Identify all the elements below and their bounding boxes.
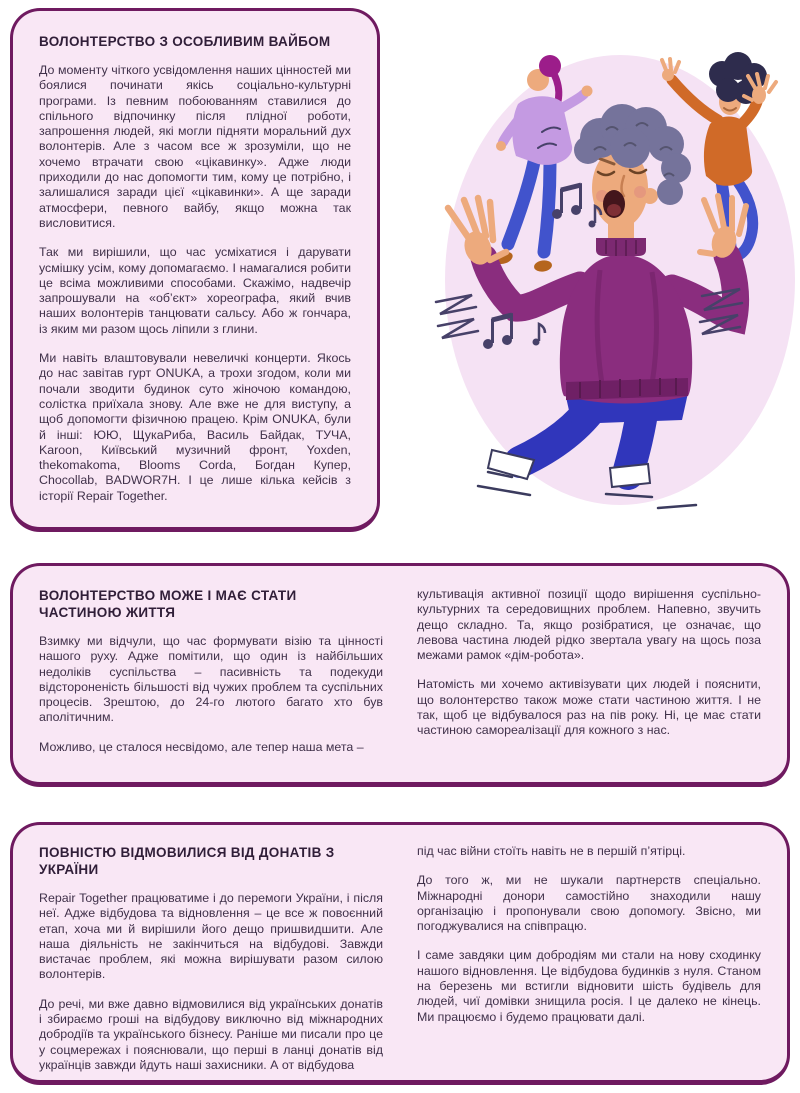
column-left	[39, 587, 383, 755]
section-title: ВОЛОНТЕРСТВО З ОСОБЛИВИМ ВАЙБОМ	[39, 34, 331, 49]
section-card-no-ukrainian-donations	[10, 822, 790, 1085]
paragraph: До речі, ми вже давно відмовилися від українських донатів і збираємо гроші на відбудову виключно від міжнародних добродіїв та українського бізнесу. Раніше ми писали про це у соцмережах і пояснювали, що перші в ланці донатів від українців завжди йдуть наші захисники. А от відбудова	[39, 996, 383, 1072]
paragraph: І саме завдяки цим добродіям ми стали на нову сходинку нашого відновлення. Це відбудова будинків з нуля. Станом на березень ми встигли відновити шість будівель для людей, чиї домівки знищила росія. І це далеко не кінець. Ми працюємо і будемо працювати далі.	[417, 948, 761, 1024]
section-card-special-vibe	[10, 8, 380, 532]
paragraph: Repair Together працюватиме і до перемоги України, і після неї. Адже відбудова та відновлення – це все ж повоєнний етап, хоча ми й вирішили його дещо пришвидшити. Але наша діяльність не закінчиться на відбудові. Завжди вистачає проблем, які можна вирішувати разом силою волонтерів.	[39, 891, 383, 982]
paragraph: Можливо, це сталося несвідомо, але тепер наша мета –	[39, 739, 364, 754]
paragraph: До того ж, ми не шукали партнерств спеціально. Міжнародні донори самостійно знаходили нашу організацію і пропонували свою допомогу. Звісно, ми погоджувалися на співпрацю.	[417, 873, 761, 934]
column-left	[39, 844, 383, 1073]
paragraph: культивація активної позиції щодо вирішення суспільно-культурних та середовищних проблем. Напевно, звучить дещо складно. Та, якщо розібратися, це означає, що левова частина людей рідко звертала увагу на щось поза межами рамок «дім-робота».	[417, 587, 761, 663]
section-title: ПОВНІСТЮ ВІДМОВИЛИСЯ ВІД ДОНАТІВ З УКРАЇНИ	[39, 845, 335, 877]
column-right	[417, 844, 761, 1025]
two-column-layout	[39, 587, 761, 755]
dancing-volunteers-svg	[400, 0, 800, 520]
paragraph: Натомість ми хочемо активізувати цих людей і пояснити, що волонтерство також може стати частиною життя. І не так, щоб це відбувалося раз на пів року. Ні, це має стати частиною самореалізації для кожного з нас.	[417, 677, 761, 738]
paragraph: Взимку ми відчули, що час формувати візію та цінності нашого руху. Адже помітили, що один із найбільших недоліків суспільства – пасивність та подекуди відстороненість більшості від чужих проблем та суспільних процесів. Зрештою, до 24-го лютого багато хто був аполітичним.	[39, 634, 383, 725]
section-card-part-of-life	[10, 563, 790, 787]
column-right	[417, 587, 761, 739]
two-column-layout	[39, 844, 761, 1073]
paragraph: Так ми вирішили, що час усміхатися і дарувати усмішку усім, кому допомагаємо. І намагалися робити це всіма можливими способами. Скажімо, надвечір запрошували на «об’єкт» хореографа, який вчив наших волонтерів танцювати сальсу. Або ж гончара, із яким ми разом щось ліпили з глини.	[39, 245, 351, 336]
paragraph: Ми навіть влаштовували невеличкі концерти. Якось до нас завітав гурт ONUKA, а трохи згодом, коли ми почали зводити будинок суто жіночою командою, солістка приїхала знову. Але вже не для виступу, а щоб допомогти фізичною працею. Крім ONUKA, були й інші: ЮЮ, ЩукаРиба, Василь Байдак, ТУЧА, Karoon, Київський музичний фронт, Yoxden, thekomakoma, Blooms Corda, Богдан Купер, Chocollab, BADWOR7H. І це лише кілька кейсів з історії Repair Together.	[39, 351, 351, 503]
paragraph: під час війни стоїть навіть не в першій п’ятірці.	[417, 844, 686, 858]
section-title: ВОЛОНТЕРСТВО МОЖЕ І МАЄ СТАТИ ЧАСТИНОЮ ЖИТТЯ	[39, 588, 297, 620]
dancing-volunteers-illustration	[400, 0, 800, 520]
paragraph: До моменту чіткого усвідомлення наших цінностей ми боялися починати якісь соціально-культурні програми. Із певним побоюванням ставилися до спільного відпочинку після плідної роботи, запрошення людей, які могли підняти моральний дух волонтерів. Але з часом все ж зрозуміли, що не хочемо втрачати свою «цікавинку». Адже люди приходили до нас допомогти тим, кому це потрібно, і залишалися заради цієї «цікавинки». А ще заради атмосфери, певного вайбу, якщо можна так висловитися.	[39, 63, 351, 230]
